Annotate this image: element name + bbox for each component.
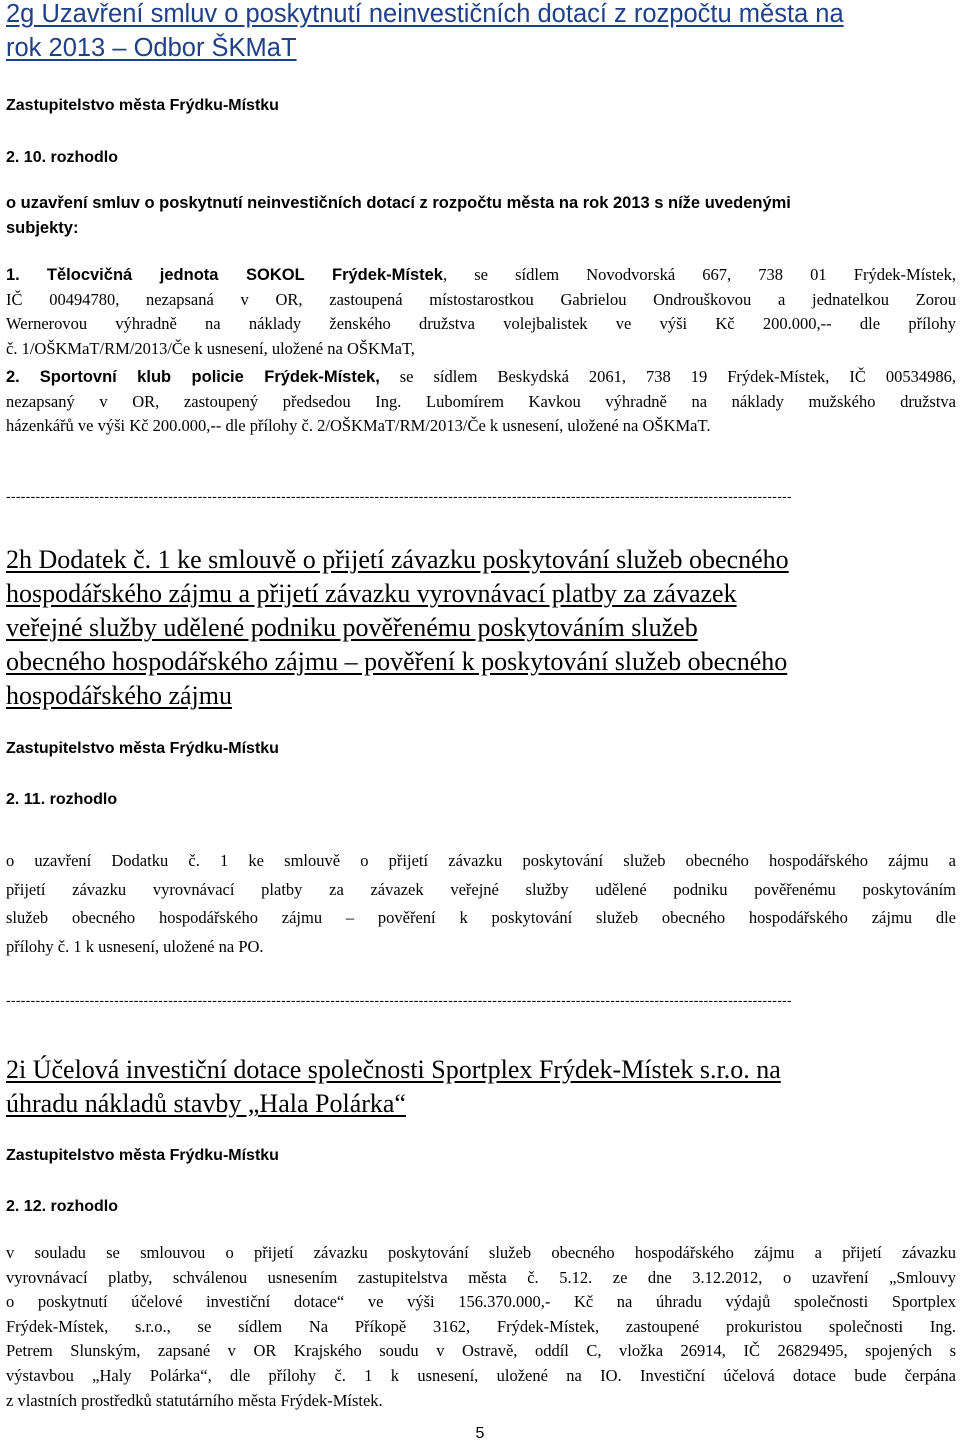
item-line: [6, 365, 956, 390]
item-line: č. 1/OŠKMaT/RM/2013/Če k usnesení, uložené na OŠKMaT,: [6, 338, 415, 358]
heading-line: rok 2013 – Odbor ŠKMaT: [6, 34, 297, 62]
divider-line: ----------------------------------------------------------------------------------------------------------------------------------------------------------------: [6, 992, 792, 1008]
heading-line: úhradu nákladů stavby „Hala Polárka“: [6, 1089, 406, 1118]
heading-line: 2i Účelová investiční dotace společnosti Sportplex Frýdek-Místek s.r.o. na: [6, 1055, 781, 1084]
intro-line: o uzavření smluv o poskytnutí neinvestičních dotací z rozpočtu města na rok 2013 s níže uvedenými: [6, 194, 791, 212]
body-line: vyrovnávací platby, schválenou usnesením zastupitelstva města č. 5.12. ze dne 3.12.2012, o uzavření „Smlouvy: [6, 1267, 956, 1287]
heading-line: hospodářského zájmu: [6, 681, 233, 710]
section-2i-heading: [6, 1053, 956, 1121]
section-2h-heading: [6, 543, 956, 713]
subject-item-1: [6, 263, 956, 361]
council-label: Zastupitelstvo města Frýdku-Místku: [6, 97, 279, 114]
item-text: se sídlem Beskydská 2061, 738 19 Frýdek-Místek, IČ 00534986,: [379, 367, 956, 386]
body-line: služeb obecného hospodářského zájmu – pověření k poskytování služeb obecného hospodářského zájmu dle: [6, 908, 956, 927]
body-line: o uzavření Dodatku č. 1 ke smlouvě o přijetí závazku poskytování služeb obecného hospodářského zájmu a: [6, 851, 956, 870]
item-text: , se sídlem Novodvorská 667, 738 01 Frýdek-Místek,: [442, 265, 956, 284]
decision-label: 2. 11. rozhodlo: [6, 791, 118, 808]
item-line: IČ 00494780, nezapsaná v OR, zastoupená místostarostkou Gabrielou Ondrouškovou a jednatelkou Zorou: [6, 289, 956, 309]
council-label: Zastupitelstvo města Frýdku-Místku: [6, 1147, 279, 1164]
divider-line: ----------------------------------------------------------------------------------------------------------------------------------------------------------------: [6, 488, 792, 504]
heading-line: 2h Dodatek č. 1 ke smlouvě o přijetí závazku poskytování služeb obecného: [6, 545, 789, 574]
section-2i-body: [6, 1241, 956, 1413]
heading-line: 2g Uzavření smluv o poskytnutí neinvestičních dotací z rozpočtu města na: [6, 0, 844, 28]
heading-line: obecného hospodářského zájmu – pověření k poskytování služeb obecného: [6, 647, 788, 676]
body-line: Frýdek-Místek, s.r.o., se sídlem Na Příkopě 3162, Frýdek-Místek, zastoupené prokuristou společnosti Ing.: [6, 1316, 956, 1336]
body-line: přijetí závazku vyrovnávací platby za závazek veřejné služby udělené podniku pověřenému poskytováním: [6, 879, 956, 899]
intro-line: subjekty:: [6, 219, 79, 237]
body-line: z vlastních prostředků statutárního města Frýdek-Místek.: [6, 1390, 383, 1410]
page-number: 5: [475, 1425, 485, 1442]
decision-label: 2. 10. rozhodlo: [6, 149, 119, 166]
subject-item-2: [6, 365, 956, 439]
item-number: 1.: [6, 266, 20, 284]
section-2g-heading: [6, 0, 956, 65]
council-label: Zastupitelstvo města Frýdku-Místku: [6, 740, 279, 757]
item-line: házenkářů ve výši Kč 200.000,-- dle přílohy č. 2/OŠKMaT/RM/2013/Če k usnesení, uložené na OŠKMaT.: [6, 416, 711, 436]
body-line: Petrem Slunským, zapsané v OR Krajského soudu v Ostravě, oddíl C, vložka 26914, IČ 26829495, spojených s: [6, 1341, 956, 1361]
item-line: [6, 263, 956, 288]
heading-line: hospodářského zájmu a přijetí závazku vyrovnávací platby za závazek: [6, 579, 737, 608]
heading-line: veřejné služby udělené podniku pověřenému poskytováním služeb: [6, 613, 698, 642]
body-line: výstavbou „Haly Polárka“, dle přílohy č. 1 k usnesení, uložené na IO. Investiční účelová dotace bude čerpána: [6, 1365, 956, 1385]
section-2g-intro: [6, 191, 956, 241]
subject-name: Tělocvičná jednota SOKOL Frýdek-Místek: [46, 266, 443, 284]
body-line: v souladu se smlouvou o přijetí závazku poskytování služeb obecného hospodářského zájmu a přijetí závazku: [6, 1243, 956, 1262]
item-line: Wernerovou výhradně na náklady ženského družstva volejbalistek ve výši Kč 200.000,-- dle přílohy: [6, 314, 956, 334]
subject-name: Sportovní klub policie Frýdek-Místek,: [39, 368, 380, 386]
decision-label: 2. 12. rozhodlo: [6, 1198, 119, 1215]
body-line: přílohy č. 1 k usnesení, uložené na PO.: [6, 936, 264, 956]
item-number: 2.: [6, 368, 20, 386]
body-line: o poskytnutí účelové investiční dotace“ ve výši 156.370.000,- Kč na úhradu výdajů společnosti Sportplex: [6, 1292, 956, 1312]
section-2h-body: [6, 847, 956, 961]
item-line: nezapsaný v OR, zastoupený předsedou Ing. Lubomírem Kavkou výhradně na náklady mužského družstva: [6, 391, 956, 411]
